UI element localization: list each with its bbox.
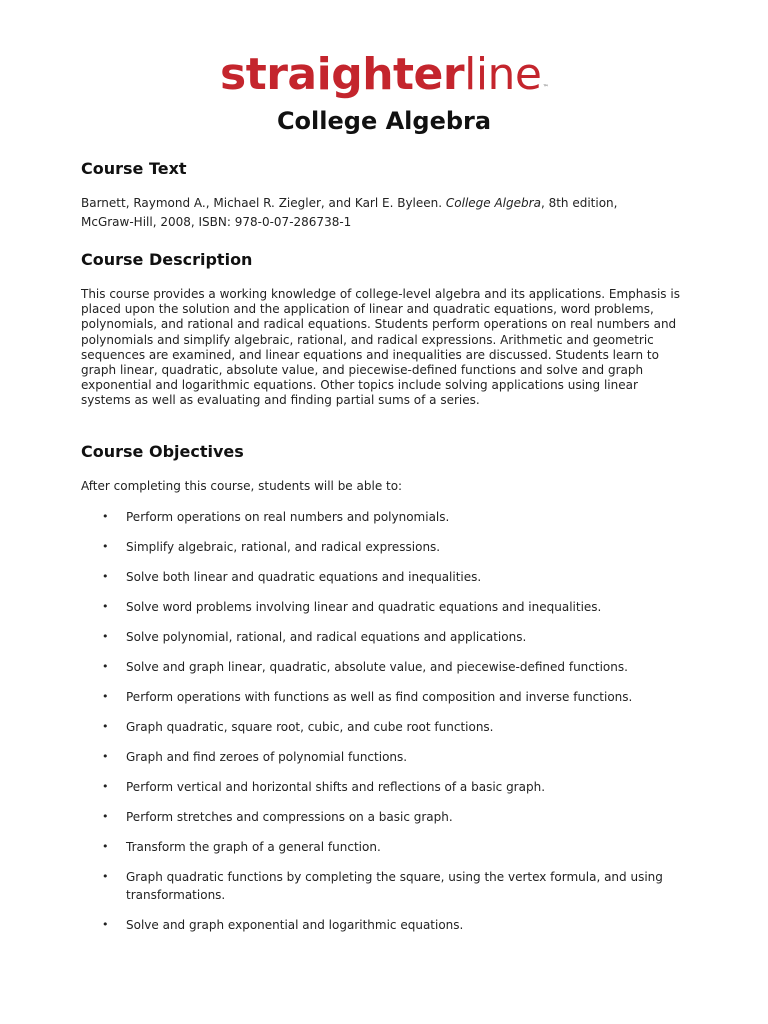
bullet-icon: • [102, 540, 109, 553]
objective-text: Perform operations on real numbers and polynomials. [126, 510, 450, 524]
course-description-heading: Course Description [81, 250, 253, 269]
bullet-icon: • [102, 660, 109, 673]
bullet-icon: • [102, 600, 109, 613]
bullet-icon: • [102, 750, 109, 763]
citation-authors: Barnett, Raymond A., Michael R. Ziegler, and Karl E. Byleen. [81, 196, 446, 210]
list-item [81, 748, 691, 766]
objective-text: Graph and find zeroes of polynomial functions. [126, 750, 408, 764]
bullet-icon: • [102, 630, 109, 643]
objective-text: Solve polynomial, rational, and radical equations and applications. [126, 630, 527, 644]
course-text-heading: Course Text [81, 159, 187, 178]
citation-edition: , 8th edition, [540, 196, 618, 210]
objective-text: Perform vertical and horizontal shifts and reflections of a basic graph. [126, 780, 546, 794]
course-objectives-heading: Course Objectives [81, 442, 244, 461]
bullet-icon: • [102, 918, 109, 931]
logo-wordmark-strong: straighter [220, 49, 465, 100]
citation-publisher: McGraw-Hill, 2008, ISBN: 978-0-07-286738-1 [81, 215, 352, 229]
list-item [81, 778, 691, 796]
list-item [81, 916, 691, 934]
objective-text: Transform the graph of a general function. [126, 840, 381, 854]
objectives-list [81, 508, 691, 946]
bullet-icon: • [102, 810, 109, 823]
bullet-icon: • [102, 690, 109, 703]
list-item [81, 838, 691, 856]
page-title: College Algebra [276, 107, 492, 135]
objective-text: Solve and graph linear, quadratic, absolute value, and piecewise-defined functions. [126, 660, 628, 674]
list-item [81, 688, 691, 706]
list-item [81, 808, 691, 826]
objective-text: Solve word problems involving linear and quadratic equations and inequalities. [126, 600, 602, 614]
list-item [81, 538, 691, 556]
bullet-icon: • [102, 720, 109, 733]
objective-text: Perform stretches and compressions on a basic graph. [126, 810, 453, 824]
course-description-text: This course provides a working knowledge of college-level algebra and its applications. Emphasis is placed upon the solution and the application of linear and quadratic equations, word problems, polynomials, and rational and radical equations. Students perform operations on real numbers and polynomials and simplify algebraic, rational, and radical expressions. Arithmetic and geometric sequences are examined, and linear equations and inequalities are discussed. Students learn to graph linear, quadratic, absolute value, and piecewise-defined functions and solve and graph exponential and logarithmic equations. Other topics include solving applications using linear systems as well as evaluating and finding partial sums of a series. [81, 287, 680, 408]
objective-text: Solve both linear and quadratic equations and inequalities. [126, 570, 482, 584]
bullet-icon: • [102, 780, 109, 793]
list-item [81, 598, 691, 616]
list-item [81, 658, 691, 676]
logo-wordmark-light: line [464, 49, 542, 100]
list-item [81, 628, 691, 646]
citation-book-title: College Algebra [445, 196, 541, 210]
list-item [81, 568, 691, 586]
objective-text: Solve and graph exponential and logarithmic equations. [126, 918, 464, 932]
objective-text: Simplify algebraic, rational, and radical expressions. [126, 540, 441, 554]
bullet-icon: • [102, 870, 109, 883]
bullet-icon: • [102, 510, 109, 523]
list-item [81, 718, 691, 736]
bullet-icon: • [102, 570, 109, 583]
list-item [81, 508, 691, 526]
objective-text: Graph quadratic, square root, cubic, and cube root functions. [126, 720, 494, 734]
objective-text: Perform operations with functions as well as find composition and inverse functions. [126, 690, 633, 704]
course-text-citation [81, 194, 681, 232]
straighterline-logo [0, 50, 768, 113]
logo-trademark: ™ [542, 84, 548, 91]
objective-text: Graph quadratic functions by completing the square, using the vertex formula, and using transformations. [126, 870, 663, 902]
course-objectives-intro: After completing this course, students will be able to: [81, 479, 403, 493]
bullet-icon: • [102, 840, 109, 853]
list-item [81, 868, 691, 904]
